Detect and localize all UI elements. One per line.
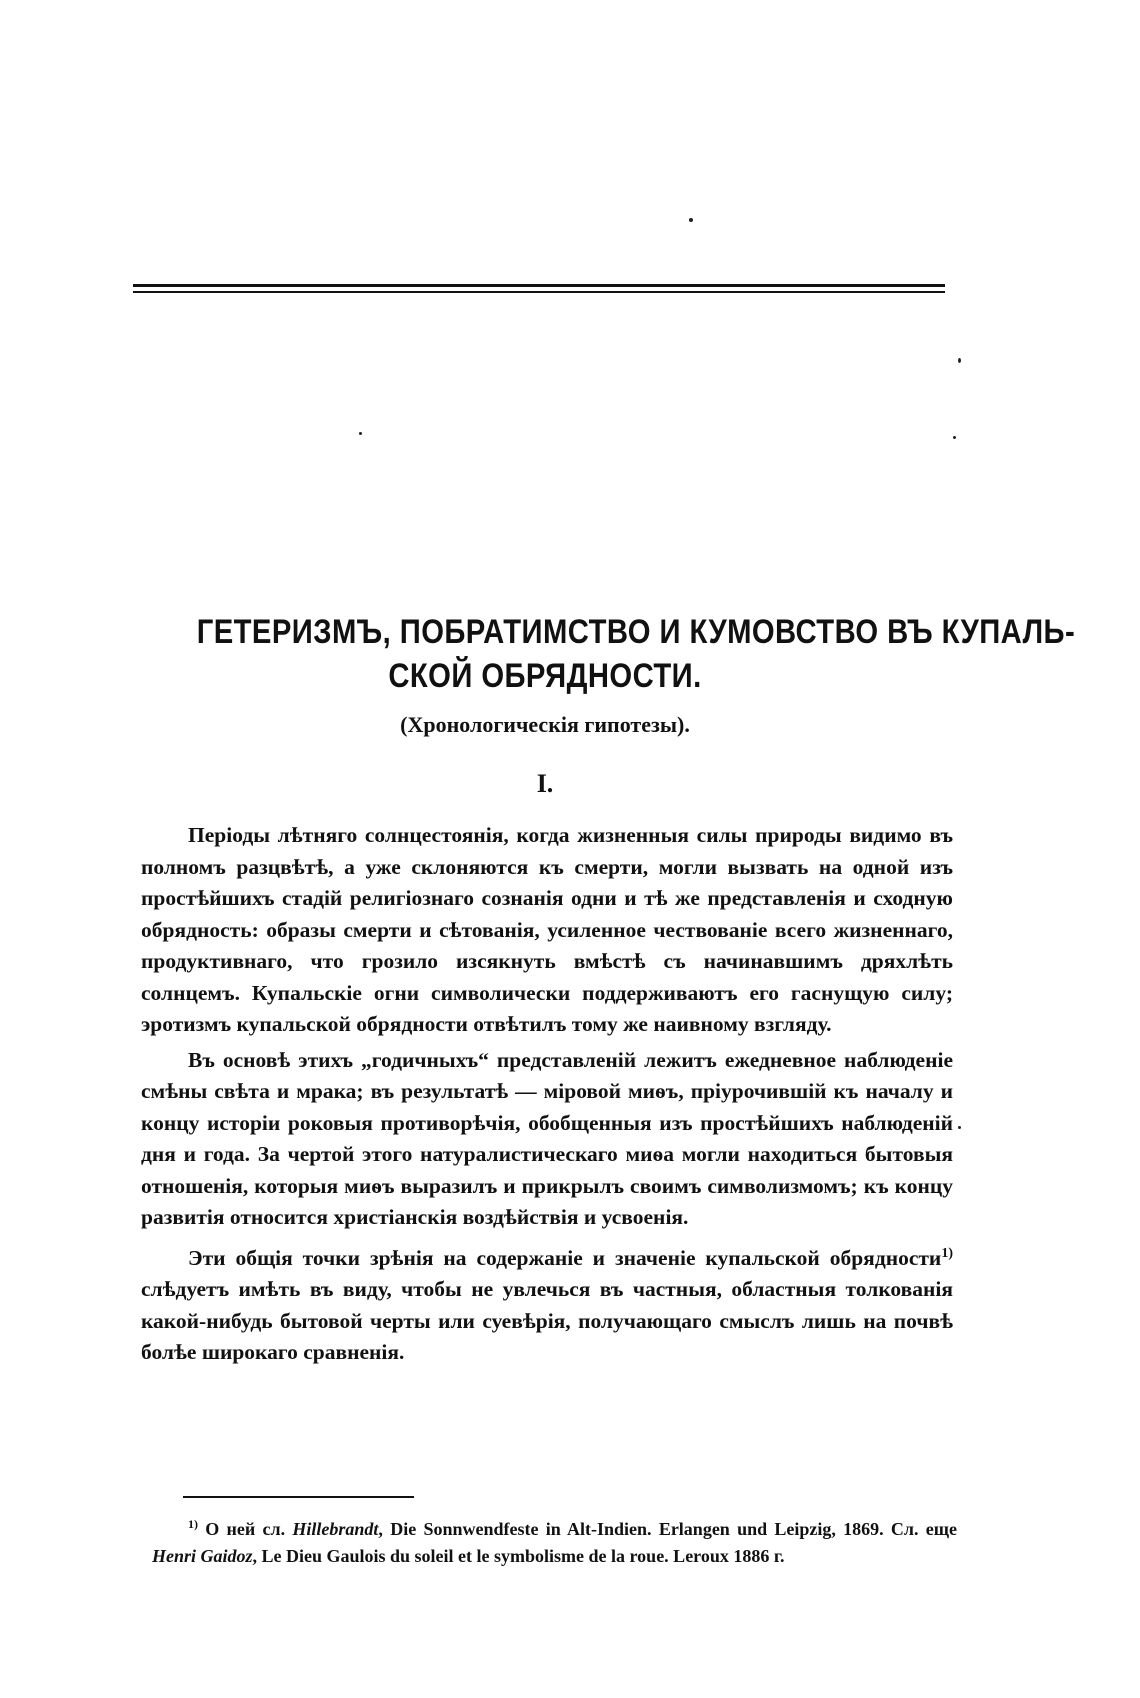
scan-speck	[958, 358, 961, 363]
footnote-author-hillebrandt: Hillebrandt	[292, 1519, 379, 1539]
scan-speck	[953, 436, 956, 439]
scan-speck	[689, 218, 693, 222]
article-title	[196, 610, 1076, 698]
paragraph-2: Въ основѣ этихъ „годичныхъ“ представленій лежитъ ежедневное наблюденіе смѣны свѣта и мрака; въ результатѣ — міровой миѳъ, пріурочившій къ началу и концу исторіи роковыя противорѣчія, обобщенныя изъ простѣйшихъ наблюденій дня и года. За чертой этого натуралистическаго миѳа могли находиться бытовыя отношенія, которыя миѳъ выразилъ и прикрылъ своимъ символизмомъ; къ концу развитія относится христіанскія воздѣйствія и усвоенія.	[141, 1047, 953, 1229]
paragraph-3-text-start: Эти общія точки зрѣнія на содержаніе и значеніе купальской обрядности	[188, 1245, 942, 1270]
footnote	[152, 1511, 957, 1570]
footnote-text	[152, 1511, 957, 1570]
header-rule-thick	[133, 284, 945, 287]
paragraph-1: Періоды лѣтняго солнцестоянія, когда жизненныя силы природы видимо въ полномъ разцвѣтѣ, а уже склоняются къ смерти, могли вызвать на одной изъ простѣйшихъ стадій религіознаго сознанія одни и тѣ же представленія и сходную обрядность: образы смерти и сѣтованія, усиленное чествованіе всего жизненнаго, продуктивнаго, что грозило изсякнуть вмѣстѣ съ начинавшимъ дряхлѣть солнцемъ. Купальскіе огни символически поддерживаютъ его гаснущую силу; эротизмъ купальской обрядности отвѣтилъ тому же наивному взгляду.	[141, 823, 953, 1036]
footnote-reference: 1)	[941, 1245, 953, 1261]
header-double-rule	[133, 284, 945, 293]
footnote-text-part-1: О ней сл.	[198, 1519, 293, 1539]
scan-speck	[359, 432, 362, 435]
header-rule-thin	[133, 291, 945, 293]
article-title-line-1: ГЕТЕРИЗМЪ, ПОБРАТИМСТВО И КУМОВСТВО ВЪ КУПАЛЬ-	[196, 613, 1076, 651]
footnote-text-part-3: , Le Dieu Gaulois du soleil et le symbolisme de la roue. Leroux 1886 г.	[252, 1546, 785, 1566]
paragraph-3-text-end: слѣдуетъ имѣть въ виду, чтобы не увлечься въ частныя, областныя толкованія какой-нибудь бытовой черты или суевѣрія, получающаго смыслъ лишь на почвѣ болѣе широкаго сравненія.	[141, 1277, 953, 1365]
scan-speck	[958, 1126, 961, 1129]
footnote-text-part-2: , Die Sonnwendfeste in Alt-Indien. Erlangen und Leipzig, 1869. Сл. еще	[378, 1519, 957, 1539]
article-title-line-2: СКОЙ ОБРЯДНОСТИ.	[388, 657, 702, 695]
footnote-marker: 1)	[188, 1517, 198, 1531]
paragraph-3	[141, 1238, 953, 1369]
article-subtitle: (Хронологическія гипотезы).	[400, 712, 690, 737]
body-text	[141, 820, 953, 1373]
section-number: I.	[536, 769, 554, 798]
footnote-separator	[183, 1496, 414, 1498]
footnote-author-gaidoz: Henri Gaidoz	[152, 1546, 253, 1566]
